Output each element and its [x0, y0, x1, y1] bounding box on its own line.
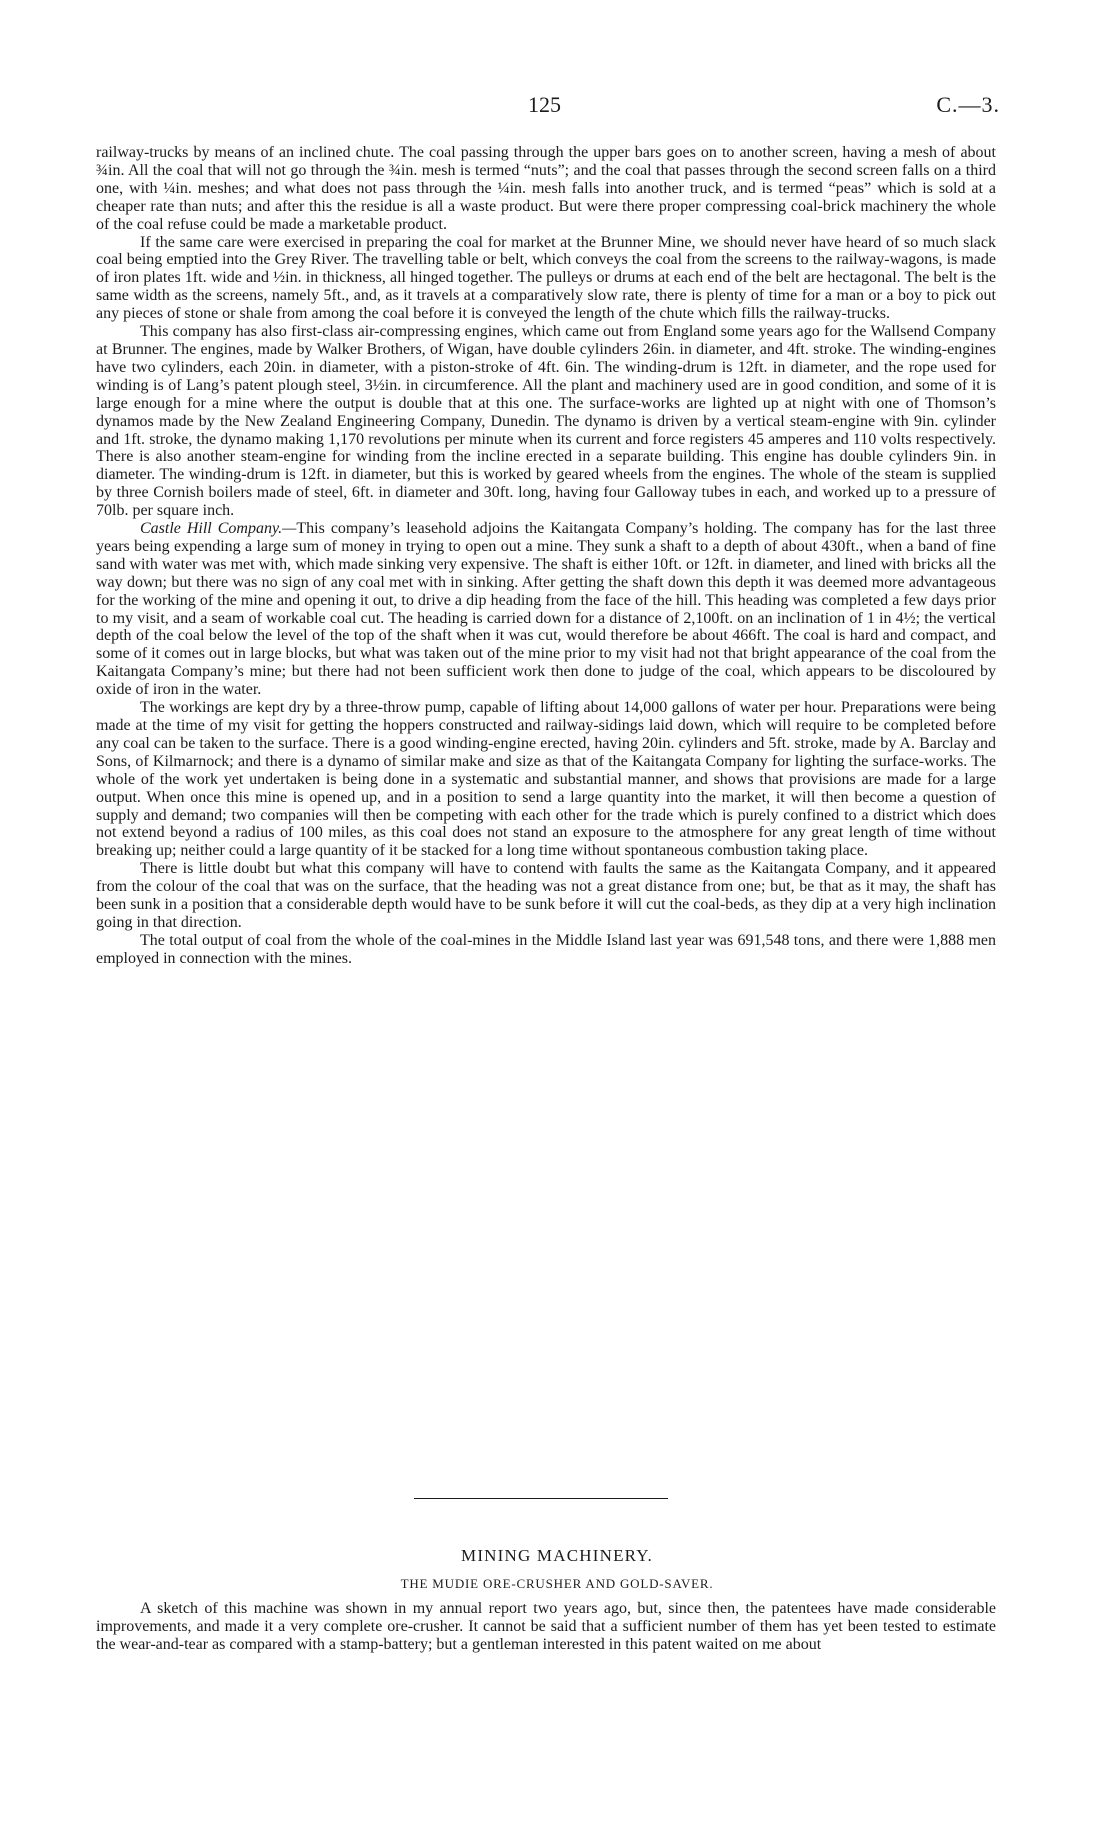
- section-title: MINING MACHINERY.: [461, 1546, 653, 1565]
- paragraph-engines: This company has also first-class air-compressing engines, which came out from England some years ago for the Wallsend Company at Brunner. The engines, made by Walker Brothers, of Wigan, have double cylinders 26in. in diameter, and 4ft. stroke. The winding-engines have two cylinders, each 20in. in diameter, with a piston-stroke of 4ft. 6in. The winding-drum is 12ft. in diameter, and the rope used for winding is of Lang’s patent plough steel, 3½in. in circumference. All the plant and machinery used are in good condition, and some of it is large enough for a mine where the output is double that at this one. The surface-works are lighted up at night with one of Thomson’s dynamos made by the New Zealand Engineering Company, Dunedin. The dynamo is driven by a vertical steam-engine with 9in. cylinder and 1ft. stroke, the dynamo making 1,170 revolutions per minute when its current and force registers 45 amperes and 110 volts respectively. There is also another steam-engine for winding from the incline erected in a separate building. This engine has double cylinders 9in. in diameter. The winding-drum is 12ft. in diameter, but this is worked by geared wheels from the engines. The whole of the steam is supplied by three Cornish boilers made of steel, 6ft. in diameter and 30ft. long, having four Galloway tubes in each, and worked up to a pressure of 70lb. per square inch.: [96, 323, 996, 520]
- paragraph-castle-hill: [96, 520, 996, 699]
- page-number: 125: [528, 92, 561, 117]
- paragraph-total-output: The total output of coal from the whole of the coal-mines in the Middle Island last year was 691,548 tons, and there were 1,888 men employed in connection with the mines.: [96, 931, 996, 967]
- section-text: [96, 1600, 996, 1654]
- paragraph-screens: railway-trucks by means of an inclined chute. The coal passing through the upper bars goes on to another screen, having a mesh of about ¾in. All the coal that will not go through the ¾in. mesh is termed “nuts”; and the coal that passes through the second screen falls on a third one, with ¼in. meshes; and what does not pass through the ¼in. mesh falls into another truck, and is termed “peas” which is sold at a cheaper rate than nuts; and after this the residue is all a waste product. But were there proper compressing coal-brick machinery the whole of the coal refuse could be made a marketable product.: [96, 144, 996, 233]
- section-divider: [414, 1498, 668, 1499]
- document-reference: C.—3.: [936, 92, 1000, 117]
- paragraph-faults: There is little doubt but what this company will have to contend with faults the same as the Kaitangata Company, and it appeared from the colour of the coal that was on the surface, that the heading was not a great distance from one; but, be that as it may, the shaft has been sunk in a position that a considerable depth would have to be sunk before it will cut the coal-beds, as they dip at a very high inclination going in that direction.: [96, 860, 996, 931]
- paragraph-brunner: If the same care were exercised in preparing the coal for market at the Brunner Mine, we should never have heard of so much slack coal being emptied into the Grey River. The travelling table or belt, which conveys the coal from the screens to the railway-wagons, is made of iron plates 1ft. wide and ½in. in thickness, all hinged together. The pulleys or drums at each end of the belt are hectagonal. The belt is the same width as the screens, namely 5ft., and, as it travels at a comparatively slow rate, there is plenty of time for a man or a boy to pick out any pieces of stone or shale from among the coal before it is conveyed the length of the chute which fills the railway-trucks.: [96, 233, 996, 323]
- paragraph-mudie: A sketch of this machine was shown in my annual report two years ago, but, since then, the patentees have made considerable improvements, and made it a very complete ore-crusher. It cannot be said that a sufficient number of them has yet been tested to estimate the wear-and-tear as compared with a stamp-battery; but a gentleman interested in this patent waited on me about: [96, 1600, 996, 1653]
- castle-hill-heading: Castle Hill Company.—: [140, 520, 297, 538]
- paragraph-workings: The workings are kept dry by a three-throw pump, capable of lifting about 14,000 gallons of water per hour. Preparations were being made at the time of my visit for getting the hoppers constructed and railway-sidings laid down, which will require to be completed before any coal can be taken to the surface. There is a good winding-engine erected, having 20in. cylinders and 5ft. stroke, made by A. Barclay and Sons, of Kilmarnock; and there is a dynamo of similar make and size as that of the Kaitangata Company for lighting the surface-works. The whole of the work yet undertaken is being done in a systematic and substantial manner, and shows that provisions are made for a large output. When once this mine is opened up, and in a position to send a large quantity into the market, it will then become a question of supply and demand; two companies will then be competing with each other for the trade which is purely confined to a district which does not extend beyond a radius of 100 miles, as this coal does not stand an exposure to the atmosphere for any great length of time without breaking up; neither could a large quantity of it be stacked for a long time without spontaneous combustion taking place.: [96, 699, 996, 860]
- section-subtitle: THE MUDIE ORE-CRUSHER AND GOLD-SAVER.: [400, 1576, 714, 1591]
- castle-hill-text: This company’s leasehold adjoins the Kaitangata Company’s holding. The company has for the last three years being expending a large sum of money in trying to open out a mine. They sunk a shaft to a depth of about 430ft., when a band of fine sand with water was met with, which made sinking very expensive. The shaft is either 10ft. or 12ft. in diameter, and lined with bricks all the way down; but there was no sign of any coal met with in sinking. After getting the shaft down this depth it was deemed more advantageous for the working of the mine and opening it out, to drive a dip heading from the face of the hill. This heading was completed a few days prior to my visit, and a seam of workable coal cut. The heading is carried down for a distance of 2,100ft. on an inclination of 1 in 4½; the vertical depth of the coal below the level of the top of the shaft when it was cut, would therefore be about 466ft. The coal is hard and compact, and some of it comes out in large blocks, but what was taken out of the mine prior to my visit had not that bright appearance of the coal from the Kaitangata Company’s mine; but there had not been sufficient work then done to judge of the coal, which appears to be discoloured by oxide of iron in the water.: [96, 520, 997, 699]
- main-text: [96, 144, 996, 968]
